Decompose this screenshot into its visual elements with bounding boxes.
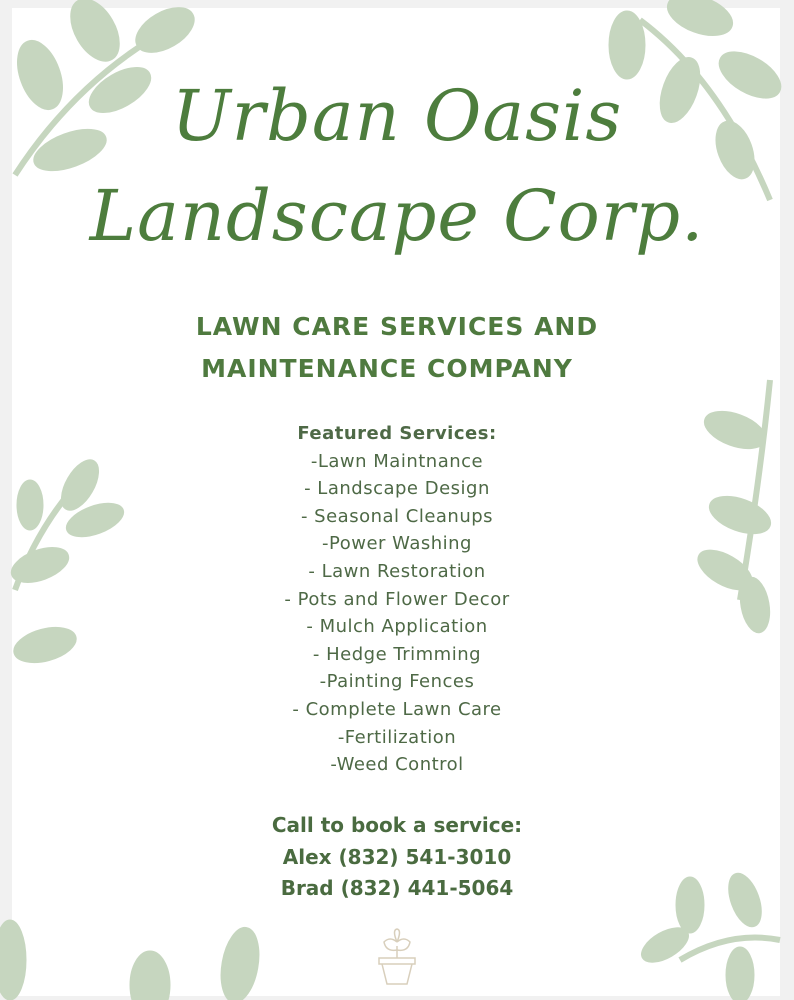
service-item: -Power Washing — [322, 533, 472, 555]
service-item: - Landscape Design — [304, 478, 490, 500]
call-heading: Call to book a service: — [271, 813, 523, 837]
tagline-line-1: LAWN CARE SERVICES AND — [195, 312, 599, 341]
contact-section — [0, 810, 794, 905]
service-item: -Painting Fences — [319, 671, 475, 693]
company-name-line-2: Landscape Corp. — [89, 175, 705, 257]
service-item: - Pots and Flower Decor — [284, 588, 510, 610]
contact-brad: Brad (832) 441-5064 — [280, 876, 514, 900]
service-item: -Weed Control — [330, 754, 464, 776]
service-item: - Seasonal Cleanups — [300, 505, 494, 527]
potted-plant-icon — [376, 928, 418, 986]
services-heading: Featured Services: — [297, 423, 497, 444]
leaf-branch-bottom-left-icon — [0, 920, 264, 1000]
service-item: -Fertilization — [337, 726, 457, 748]
service-item: -Lawn Maintnance — [310, 450, 484, 472]
contact-alex: Alex (832) 541-3010 — [282, 844, 512, 869]
service-item: - Hedge Trimming — [312, 643, 482, 665]
service-item: - Mulch Application — [306, 616, 488, 638]
services-list — [0, 420, 794, 779]
company-name-line-1: Urban Oasis — [171, 75, 623, 157]
service-item: - Lawn Restoration — [308, 560, 486, 582]
tagline-line-2: MAINTENANCE COMPANY — [201, 354, 573, 383]
service-item: - Complete Lawn Care — [292, 698, 502, 720]
